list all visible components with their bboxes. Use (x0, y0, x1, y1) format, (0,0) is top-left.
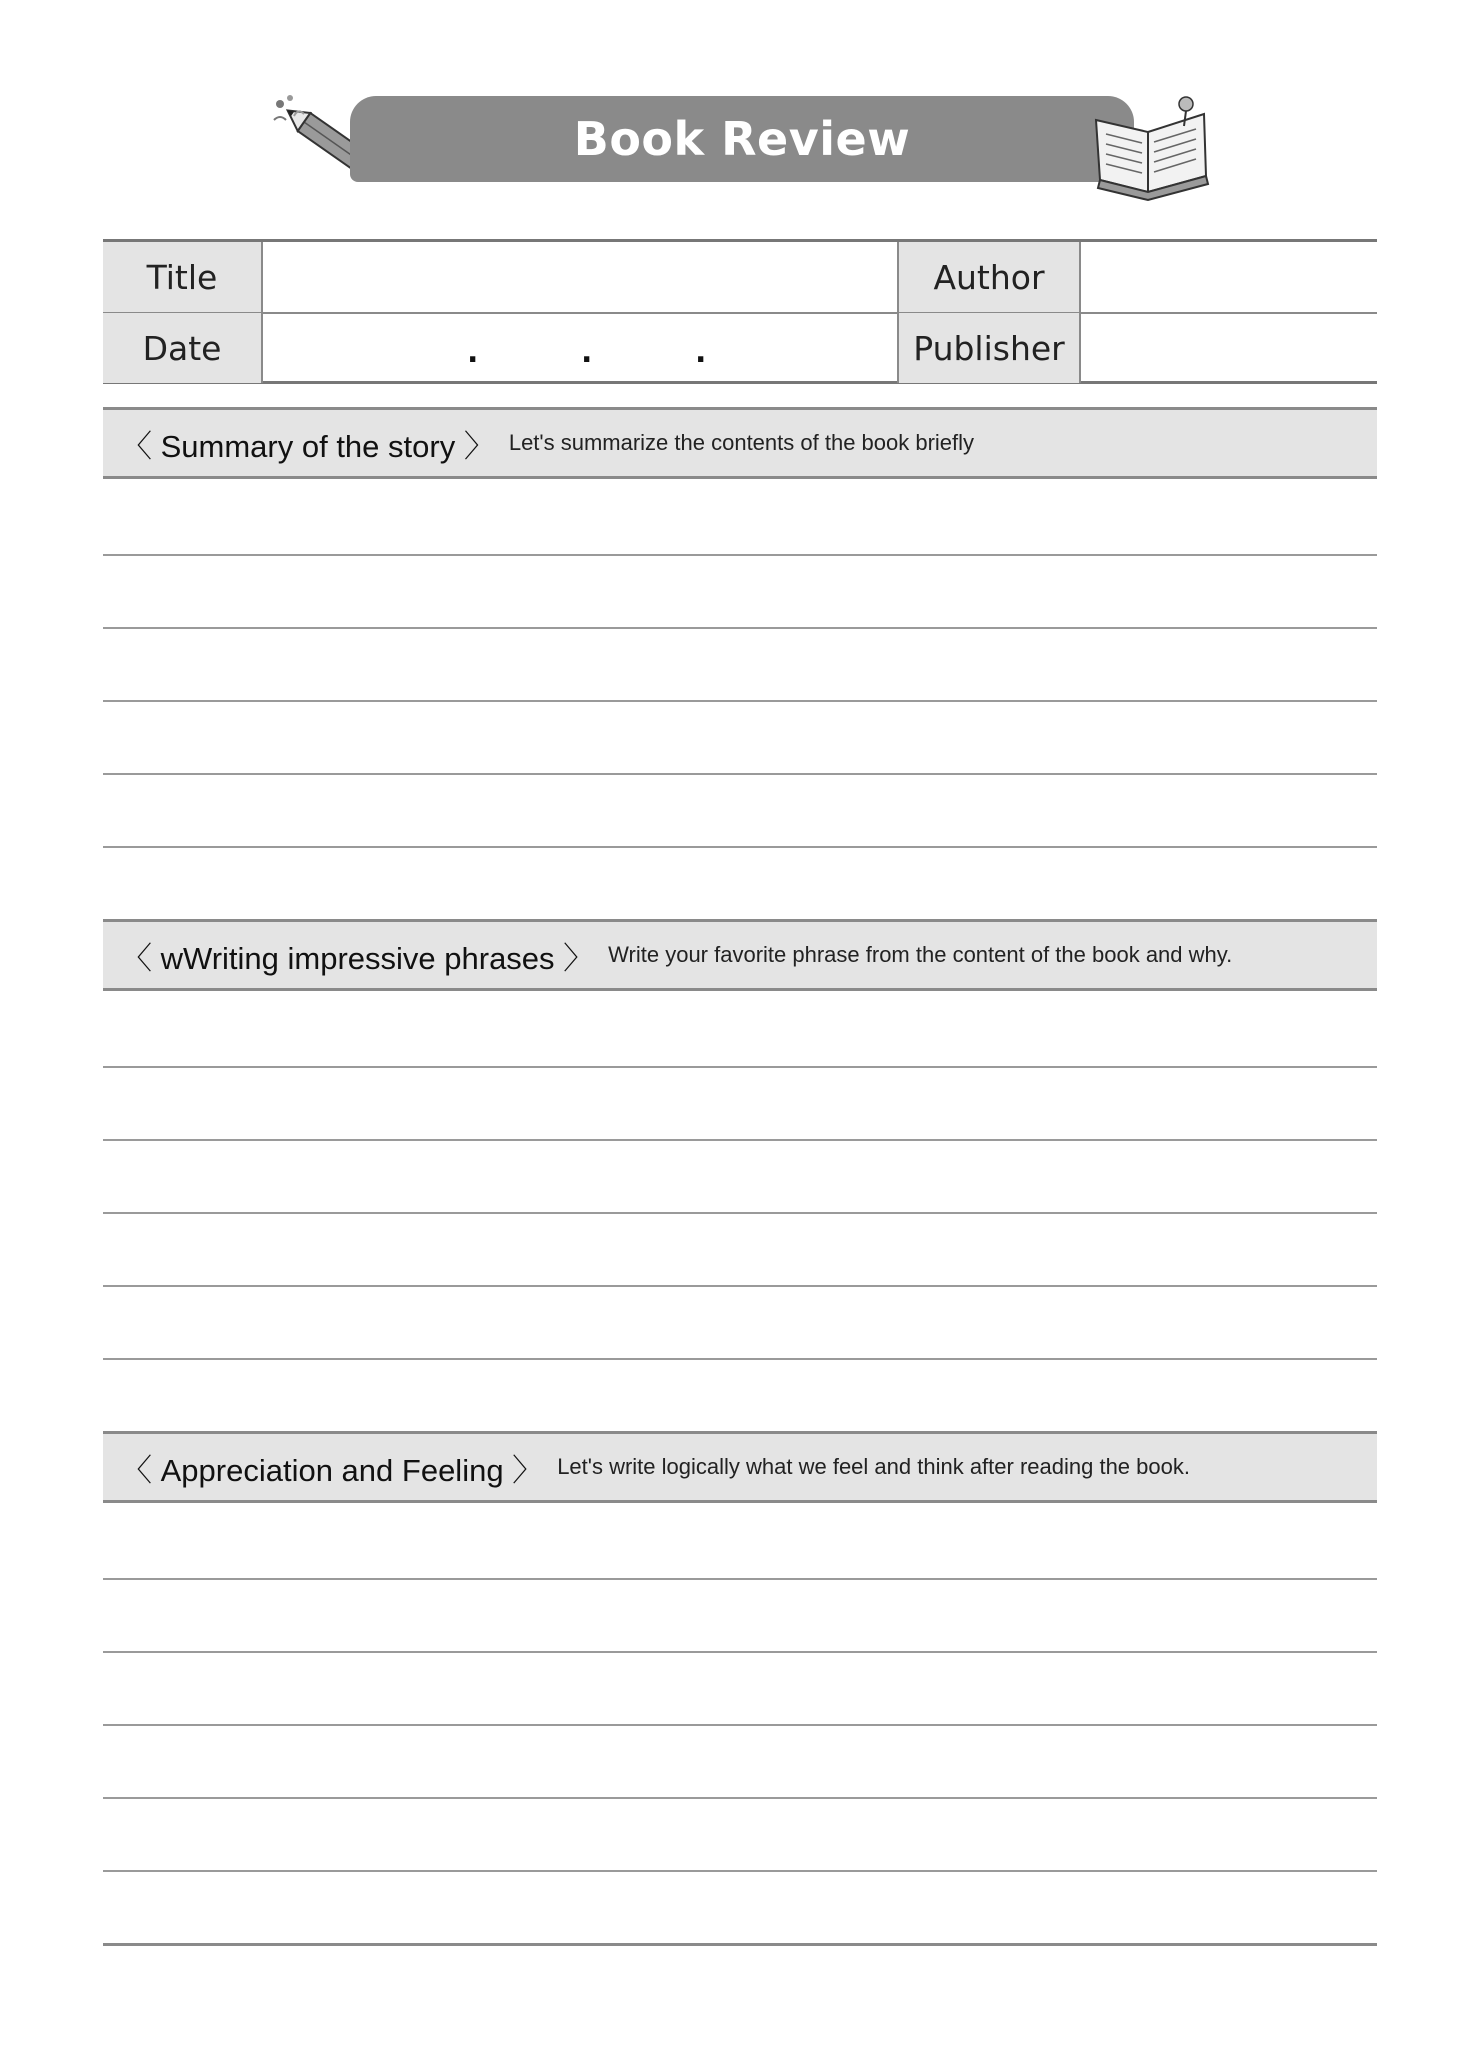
writing-line[interactable] (103, 554, 1377, 556)
date-label: Date (103, 313, 263, 383)
section-title: 〈 wWriting impressive phrases 〉 (121, 940, 595, 976)
phrases-section-header (103, 919, 1377, 991)
info-row-date (103, 313, 1377, 383)
writing-line[interactable] (103, 1066, 1377, 1068)
writing-line[interactable] (103, 846, 1377, 848)
date-separator: . (695, 335, 707, 370)
title-field[interactable] (263, 242, 899, 312)
page-title: Book Review (573, 112, 911, 166)
writing-line[interactable] (103, 1139, 1377, 1141)
writing-line[interactable] (103, 627, 1377, 629)
publisher-field[interactable] (1081, 313, 1377, 383)
summary-section-header (103, 407, 1377, 479)
writing-line[interactable] (103, 1943, 1377, 1946)
writing-line[interactable] (103, 700, 1377, 702)
writing-line[interactable] (103, 1724, 1377, 1726)
writing-line[interactable] (103, 1651, 1377, 1653)
writing-line[interactable] (103, 773, 1377, 775)
writing-line[interactable] (103, 1870, 1377, 1872)
writing-line[interactable] (103, 1358, 1377, 1360)
section-description: Write your favorite phrase from the content of the book and why. (608, 942, 1233, 967)
section-title: 〈 Summary of the story 〉 (121, 428, 495, 464)
info-row-title (103, 242, 1377, 314)
section-title: 〈 Appreciation and Feeling 〉 (121, 1452, 544, 1488)
writing-line[interactable] (103, 1578, 1377, 1580)
author-label: Author (899, 242, 1081, 312)
open-book-icon (1086, 92, 1216, 202)
title-label: Title (103, 242, 263, 312)
date-separator: . (581, 335, 593, 370)
appreciation-section-header (103, 1431, 1377, 1503)
author-field[interactable] (1081, 242, 1377, 312)
book-info-table (103, 239, 1377, 384)
writing-line[interactable] (103, 1285, 1377, 1287)
publisher-label: Publisher (899, 313, 1081, 383)
date-separator: . (467, 335, 479, 370)
writing-line[interactable] (103, 1212, 1377, 1214)
header-banner (350, 96, 1134, 182)
date-field[interactable] (263, 313, 899, 383)
section-description: Let's summarize the contents of the book briefly (508, 430, 975, 455)
writing-line[interactable] (103, 1797, 1377, 1799)
section-description: Let's write logically what we feel and think after reading the book. (557, 1454, 1190, 1479)
